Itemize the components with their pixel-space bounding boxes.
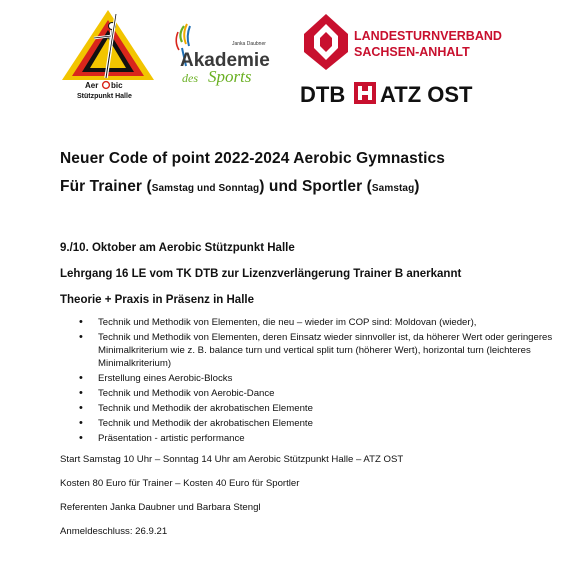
dtb-emblem-icon [354,82,376,104]
heading-course-info: Lehrgang 16 LE vom TK DTB zur Lizenzverlängerung Trainer B anerkannt [60,268,462,280]
akademie-author: Janka Daubner [232,41,266,47]
dtb-atz-ost-logo [300,80,485,106]
landesturnverband-logo [302,12,502,72]
atz-ost-text: ATZ OST [380,82,473,107]
speakers-text: Referenten Janka Daubner und Barbara Stengl [60,502,261,513]
aerobic-logo-text-1b: bic [111,81,123,90]
lsv-emblem-icon [304,14,348,70]
heading-format: Theorie + Praxis in Präsenz in Halle [60,294,254,306]
list-item: • Technik und Methodik der akrobatischen Elemente [98,417,560,430]
aerobic-logo-text-2: Stützpunkt Halle [77,93,132,100]
document-title: Neuer Code of point 2022-2024 Aerobic Gymnastics [60,150,445,167]
document-body [60,148,560,538]
logo-row [0,0,575,110]
cost-text: Kosten 80 Euro für Trainer – Kosten 40 Euro für Sportler [60,478,300,489]
lsv-line1: LANDESTURNVERBAND [354,29,502,43]
list-item: • Erstellung eines Aerobic-Blocks [98,372,560,385]
deadline-text: Anmeldeschluss: 26.9.21 [60,526,168,537]
topic-list [60,316,560,445]
list-item: • Präsentation - artistic performance [98,432,560,445]
dtb-text: DTB [300,82,346,107]
akademie-word: Akademie [180,50,270,71]
aerobic-stuetzpunkt-logo [58,8,158,100]
akademie-des-sports-logo [174,20,282,90]
list-item: • Technik und Methodik von Elementen, deren Einsatz wieder sinnvoller ist, da höherer Wert oder geringeres Minimalkriterium wie z. B. balance turn und vertical split turn (höherer Wert), horizontal turn (leichteres Minimalkriterium) [98,331,560,370]
aerobic-logo-text-1a: Aer [85,81,99,90]
list-item: • Technik und Methodik von Elementen, die neu – wieder im COP sind: Moldovan (wieder), [98,316,560,329]
document-subtitle: Für Trainer (Samstag und Sonntag) und Sportler (Samstag) [60,178,420,195]
heading-date-location: 9./10. Oktober am Aerobic Stützpunkt Halle [60,242,295,254]
list-item: • Technik und Methodik von Aerobic-Dance [98,387,560,400]
akademie-des: des [182,71,198,85]
lsv-line2: SACHSEN-ANHALT [354,45,470,59]
schedule-text: Start Samstag 10 Uhr – Sonntag 14 Uhr am Aerobic Stützpunkt Halle – ATZ OST [60,454,404,465]
aerobic-o-ring-icon [103,82,110,89]
akademie-sports: Sports [208,67,252,86]
list-item: • Technik und Methodik der akrobatischen Elemente [98,402,560,415]
